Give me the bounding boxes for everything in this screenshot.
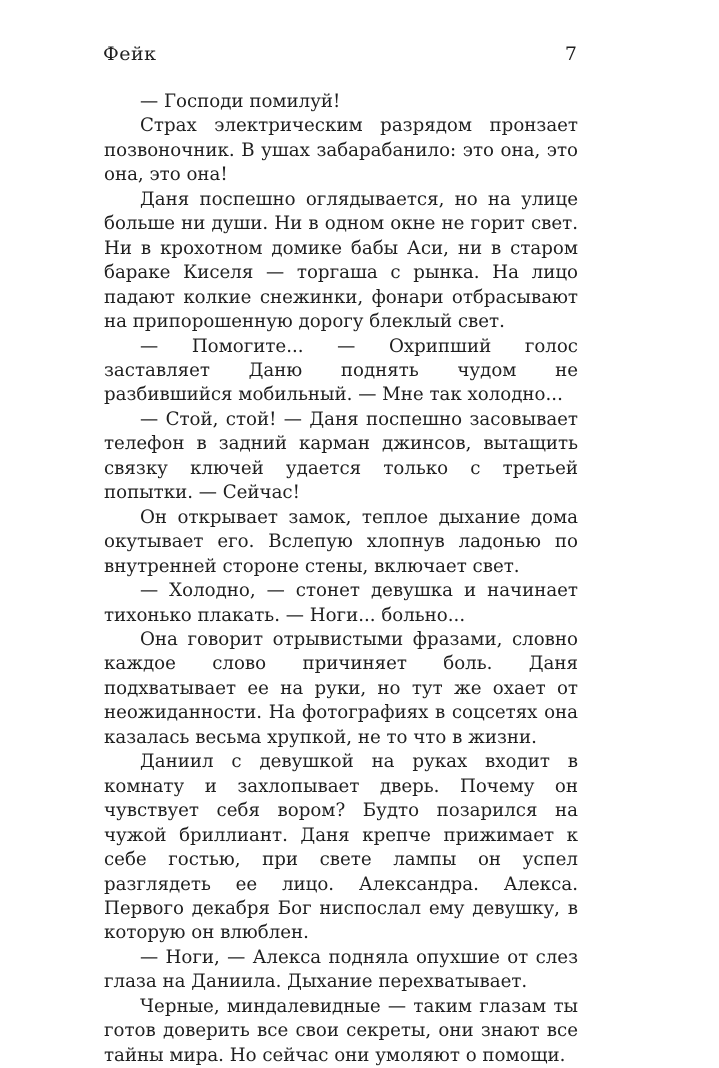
paragraph: — Холодно, — стонет девушка и начинает тихонько плакать. — Ноги... больно... xyxy=(104,580,578,626)
body-text xyxy=(104,90,578,1068)
paragraph: Даниил с девушкой на руках входит в комнату и захлопывает дверь. Почему он чувствует себя вором? Будто позарился на чужой бриллиант. Даня крепче прижимает к себе гостью, при свете лампы он успел разглядеть ее лицо. Александра. Алекса. Первого декабря Бог ниспослал ему девушку, в которую он влюблен. xyxy=(104,751,578,944)
page-number: 7 xyxy=(564,43,577,65)
paragraph: Страх электрическим разрядом пронзает позвоночник. В ушах забарабанило: это она, это она, это она! xyxy=(104,115,578,186)
paragraph: — Господи помилуй! xyxy=(140,91,341,112)
paragraph: — Стой, стой! — Даня поспешно засовывает телефон в задний карман джинсов, вытащить связку ключей удается только с третьей попытки. — Сейчас! xyxy=(104,408,578,504)
paragraph: — Помогите... — Охрипший голос заставляет Даню поднять чудом не разбившийся мобильный. — Мне так холодно... xyxy=(104,335,578,406)
paragraph: Даня поспешно оглядывается, но на улице больше ни души. Ни в одном окне не горит свет. Ни в крохотном домике бабы Аси, ни в старом бараке Киселя — торгаша с рынка. На лицо падают колкие снежинки, фонари отбрасывают на припорошенную дорогу блеклый свет. xyxy=(104,188,578,333)
paragraph: Она говорит отрывистыми фразами, словно каждое слово причиняет боль. Даня подхватывает ее на руки, но тут же охает от неожиданности. На фотографиях в соцсетях она казалась весьма хрупкой, не то что в жизни. xyxy=(104,628,578,748)
paragraph: — Ноги, — Алекса подняла опухшие от слез глаза на Даниила. Дыхание перехватывает. xyxy=(104,946,578,993)
paragraph: Он открывает замок, теплое дыхание дома окутывает его. Вслепую хлопнув ладонью по внутренней стороне стены, включает свет. xyxy=(104,506,578,577)
running-title: Фейк xyxy=(103,43,157,65)
running-header xyxy=(103,40,577,68)
paragraph: Черные, миндалевидные — таким глазам ты готов доверить все свои секреты, они знают все тайны мира. Но сейчас они умоляют о помощи. xyxy=(104,995,578,1066)
